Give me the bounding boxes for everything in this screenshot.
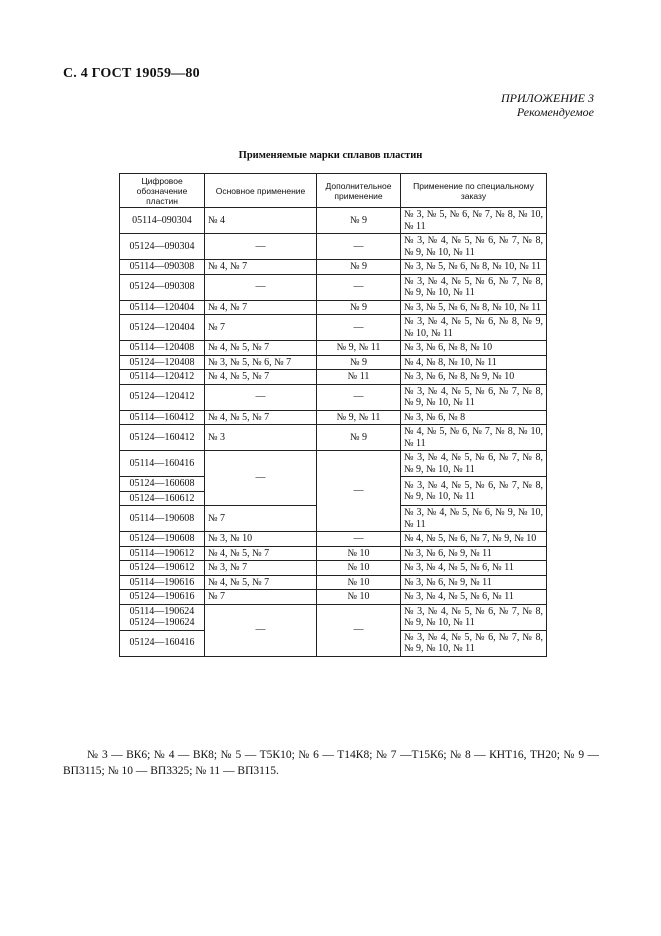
additional-application-cell: —: [317, 274, 401, 300]
plate-code-cell: 05124—090308: [120, 274, 205, 300]
special-order-cell: № 3, № 4, № 5, № 6, № 9, № 10, № 11: [401, 506, 547, 532]
plate-code-cell: 05124—160412: [120, 425, 205, 451]
header-main: Основное применение: [205, 174, 317, 208]
table-row: [120, 384, 547, 410]
main-application-cell: № 4: [205, 208, 317, 234]
table-row: [120, 604, 547, 630]
additional-application-cell: —: [317, 604, 401, 656]
additional-application-cell: № 9: [317, 300, 401, 315]
additional-application-cell: —: [317, 384, 401, 410]
main-application-cell: № 4, № 7: [205, 300, 317, 315]
main-application-cell: № 7: [205, 590, 317, 605]
table-row: [120, 355, 547, 370]
table-row: [120, 451, 547, 477]
main-application-cell: —: [205, 451, 317, 506]
special-order-cell: № 3, № 4, № 5, № 6, № 11: [401, 561, 547, 576]
plate-code-cell: 05114—120404: [120, 300, 205, 315]
main-application-cell: № 7: [205, 506, 317, 532]
plate-code-cell: 05124—120408: [120, 355, 205, 370]
table-row: [120, 370, 547, 385]
table-row: [120, 546, 547, 561]
main-application-cell: —: [205, 234, 317, 260]
special-order-cell: № 3, № 4, № 5, № 6, № 7, № 8, № 9, № 10, № 11: [401, 274, 547, 300]
additional-application-cell: № 9, № 11: [317, 410, 401, 425]
main-application-cell: —: [205, 604, 317, 656]
plate-code-cell: 05114—120412: [120, 370, 205, 385]
table-row: [120, 410, 547, 425]
appendix-title: ПРИЛОЖЕНИЕ 3: [501, 91, 594, 105]
additional-application-cell: № 10: [317, 546, 401, 561]
special-order-cell: № 3, № 6, № 9, № 11: [401, 575, 547, 590]
table-row: [120, 260, 547, 275]
additional-application-cell: № 10: [317, 590, 401, 605]
special-order-cell: № 3, № 6, № 8, № 10: [401, 341, 547, 356]
additional-application-cell: № 9: [317, 355, 401, 370]
special-order-cell: № 4, № 5, № 6, № 7, № 8, № 10, № 11: [401, 425, 547, 451]
special-order-cell: № 3, № 4, № 5, № 6, № 8, № 9, № 10, № 11: [401, 315, 547, 341]
additional-application-cell: № 10: [317, 561, 401, 576]
table-row: [120, 234, 547, 260]
plate-code-cell: 05114—160412: [120, 410, 205, 425]
table-header-row: [120, 174, 547, 208]
special-order-cell: № 4, № 5, № 6, № 7, № 9, № 10: [401, 532, 547, 547]
table-title: Применяемые марки сплавов пластин: [238, 150, 423, 161]
table-row: [120, 532, 547, 547]
plate-code-cell: 05114—120408: [120, 341, 205, 356]
main-application-cell: № 4, № 5, № 7: [205, 575, 317, 590]
plate-code-cell: 05114—090308: [120, 260, 205, 275]
special-order-cell: № 3, № 4, № 5, № 6, № 7, № 8, № 9, № 10, № 11: [401, 604, 547, 630]
plate-code-cell: 05124—120404: [120, 315, 205, 341]
main-application-cell: —: [205, 384, 317, 410]
main-application-cell: № 4, № 5, № 7: [205, 370, 317, 385]
table-row: [120, 315, 547, 341]
main-application-cell: № 4, № 5, № 7: [205, 410, 317, 425]
additional-application-cell: № 9: [317, 425, 401, 451]
special-order-cell: № 3, № 4, № 5, № 6, № 7, № 8, № 9, № 10, № 11: [401, 234, 547, 260]
table-row: [120, 590, 547, 605]
plate-code-cell: 05124—160416: [120, 630, 205, 656]
main-application-cell: № 3: [205, 425, 317, 451]
special-order-cell: № 3, № 6, № 8, № 9, № 10: [401, 370, 547, 385]
additional-application-cell: —: [317, 315, 401, 341]
plate-code-cell: 05124—090304: [120, 234, 205, 260]
main-application-cell: № 7: [205, 315, 317, 341]
plate-code-cell: 05114—190616: [120, 575, 205, 590]
plate-code-cell: 05114—190608: [120, 506, 205, 532]
special-order-cell: № 3, № 4, № 5, № 6, № 11: [401, 590, 547, 605]
plate-code-cell: 05124—120412: [120, 384, 205, 410]
plate-code-cell: 05124—160612: [120, 491, 205, 506]
additional-application-cell: —: [317, 234, 401, 260]
table-row: [120, 341, 547, 356]
table-body: [120, 208, 547, 657]
special-order-cell: № 4, № 8, № 10, № 11: [401, 355, 547, 370]
special-order-cell: № 3, № 4, № 5, № 6, № 7, № 8, № 9, № 10, № 11: [401, 630, 547, 656]
header-code: Цифровое обозначение пластин: [120, 174, 205, 208]
main-application-cell: —: [205, 274, 317, 300]
table-row: [120, 575, 547, 590]
plate-code-cell: 05114–090304: [120, 208, 205, 234]
special-order-cell: № 3, № 5, № 6, № 7, № 8, № 10, № 11: [401, 208, 547, 234]
table-row: [120, 208, 547, 234]
additional-application-cell: № 9, № 11: [317, 341, 401, 356]
special-order-cell: № 3, № 4, № 5, № 6, № 7, № 8, № 9, № 10, № 11: [401, 451, 547, 477]
special-order-cell: № 3, № 6, № 8: [401, 410, 547, 425]
plate-code-cell: 05124—190612: [120, 561, 205, 576]
main-application-cell: № 3, № 7: [205, 561, 317, 576]
special-order-cell: № 3, № 4, № 5, № 6, № 7, № 8, № 9, № 10, № 11: [401, 384, 547, 410]
table-row: [120, 425, 547, 451]
plate-code-cell: 05124—190616: [120, 590, 205, 605]
appendix-label: [501, 91, 594, 119]
special-order-cell: № 3, № 5, № 6, № 8, № 10, № 11: [401, 260, 547, 275]
additional-application-cell: —: [317, 532, 401, 547]
special-order-cell: № 3, № 5, № 6, № 8, № 10, № 11: [401, 300, 547, 315]
alloy-notes: № 3 — ВК6; № 4 — ВК8; № 5 — Т5К10; № 6 — Т14К8; № 7 —Т15К6; № 8 — КНТ16, ТН20; № 9 — ВП3115; № 10 — ВП3325; № 11 — ВП3115.: [63, 749, 599, 777]
additional-application-cell: № 9: [317, 260, 401, 275]
table-row: [120, 274, 547, 300]
header-special: Применение по специальному заказу: [401, 174, 547, 208]
additional-application-cell: № 10: [317, 575, 401, 590]
additional-application-cell: № 11: [317, 370, 401, 385]
additional-application-cell: № 9: [317, 208, 401, 234]
page-header: С. 4 ГОСТ 19059—80: [63, 66, 200, 81]
main-application-cell: № 3, № 5, № 6, № 7: [205, 355, 317, 370]
plate-code-cell: 05124—160608: [120, 477, 205, 492]
table-row: [120, 300, 547, 315]
main-application-cell: № 4, № 5, № 7: [205, 341, 317, 356]
plate-code: 05114—190624: [129, 605, 195, 617]
alloy-grades-table: [119, 173, 547, 657]
special-order-cell: № 3, № 4, № 5, № 6, № 7, № 8, № 9, № 10, № 11: [401, 477, 547, 506]
main-application-cell: № 3, № 10: [205, 532, 317, 547]
plate-code-cell: 05114—160416: [120, 451, 205, 477]
main-application-cell: № 4, № 7: [205, 260, 317, 275]
plate-code-cell: 05124—190608: [120, 532, 205, 547]
table-row: [120, 561, 547, 576]
header-additional: Дополнительное применение: [317, 174, 401, 208]
appendix-subtitle: Рекомендуемое: [516, 105, 594, 119]
additional-application-cell: —: [317, 451, 401, 532]
main-application-cell: № 4, № 5, № 7: [205, 546, 317, 561]
special-order-cell: № 3, № 6, № 9, № 11: [401, 546, 547, 561]
plate-code-cell: [120, 604, 205, 630]
plate-code: 05124—190624: [129, 617, 195, 628]
plate-code-cell: 05114—190612: [120, 546, 205, 561]
